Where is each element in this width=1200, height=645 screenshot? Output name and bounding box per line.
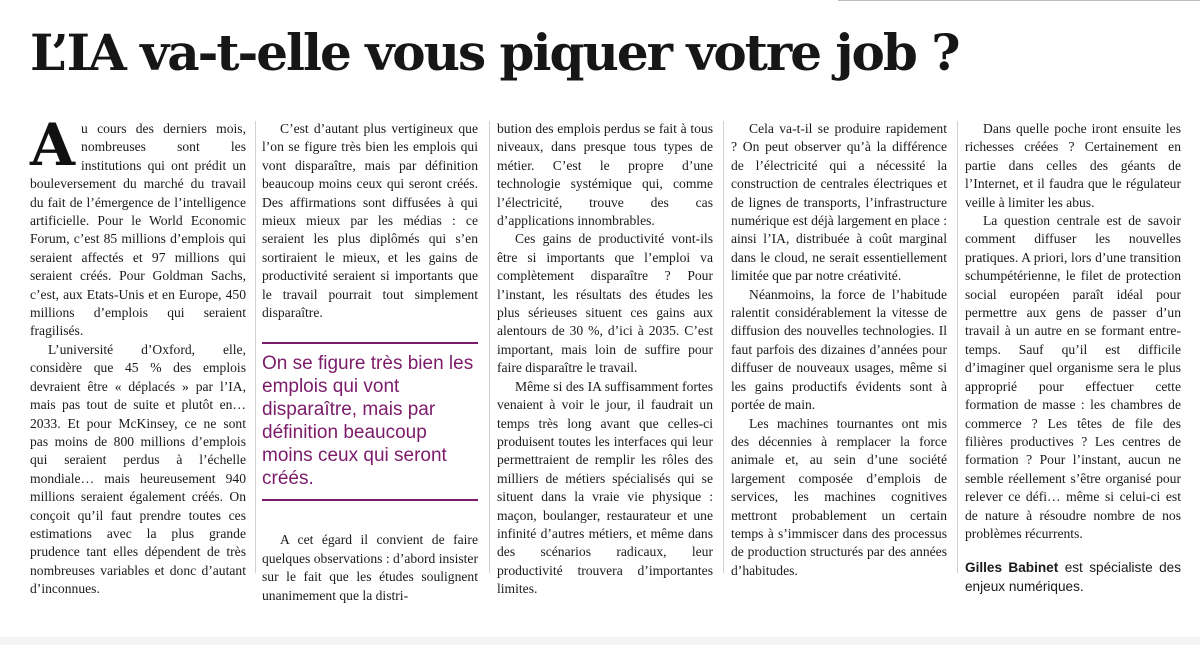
article-column-5 — [965, 120, 1181, 596]
column-divider — [723, 121, 724, 573]
paragraph: Cela va-t-il se produire rapidement ? On peut observer qu’à la différence de l’électricité qui a nécessité la construction de centrales électriques et de lignes de transports, l’infrastructure numérique est déjà largement en place : ainsi l’IA, distribuée à coût marginal dans le cloud, ne serait essentiellement limitée que par notre créativité. — [731, 121, 947, 284]
paragraph: A cet égard il convient de faire quelques observations : d’abord insister sur le fait que les études soulignent unanimement que la distri- — [262, 532, 478, 603]
paragraph: La question centrale est de savoir comment diffuser les nouvelles pratiques. A priori, lors d’une transition schumpétérienne, le filet de protection social européen paraît idéal pour permettre aux gens de passer d’un travail à un autre en se formant entre-temps. Sauf qu’il est difficile d’imaginer quel organisme sera le plus approprié pour effectuer cette formation de masse : les chambres de commerce ? Les têtes de file des filières productives ? Les centres de formation ? Pour l’instant, aucun ne semble réellement s’être organisé pour relever ce défi… même si celui-ci est de nature à résoudre nombre de nos problèmes récurrents. — [965, 213, 1181, 541]
paragraph: Au cours des derniers mois, nombreuses sont les institutions qui ont prédit un bouleversement du marché du travail du fait de l’émergence de l’intelligence artificielle. Pour le World Economic Forum, c’est 85 millions d’emplois qui seraient affectés et 97 millions qui seraient créés. Pour Goldman Sachs, c’est, aux Etats-Unis et en Europe, 450 millions d’emplois qui seraient fragilisés. — [30, 111, 246, 339]
author-bio: est spécialiste des enjeux numériques. — [965, 560, 1182, 594]
bottom-margin — [0, 637, 1200, 645]
article-column-3 — [497, 120, 713, 599]
paragraph: C’est d’autant plus vertigineux que l’on se figure très bien les emplois qui vont disparaître, mais par définition beaucoup moins ceux qui seront créés. Des affirmations sont diffusées à qui mieux mieux par les médias : ce seraient les plus diplômés qui s’en sortiraient le mieux, et les gains de productivité seraient si importants que le travail pourrait tout simplement disparaître. — [262, 121, 478, 321]
paragraph: L’université d’Oxford, elle, considère que 45 % des emplois devraient être « déplacés » par l’IA, mais pas tout de suite et plutôt en… 2033. Et pour McKinsey, ce ne sont pas moins de 800 millions d’emplois qui seraient perdus à l’échelle mondiale… mais heureusement 940 millions seraient également créés. On conçoit qu’il faut prendre toutes ces estimations avec la plus grande prudence tant elles dépendent de très nombreuses variables et donc d’autant d’inconnues. — [30, 341, 246, 597]
pull-quote: On se figure très bien les emplois qui vont disparaître, mais par définition beaucoup moins ceux qui seront créés. — [262, 342, 478, 501]
top-rule — [838, 0, 1200, 1]
paragraph: Ces gains de productivité vont-ils être si importants que l’emploi va complètement disparaître ? Pour l’instant, les résultats des études les plus sérieuses situent ces gains aux alentours de 30 %, d’ici à 2035. C’est important, mais loin de suffire pour faire disparaître le travail. — [497, 231, 713, 376]
paragraph: Même si des IA suffisamment fortes venaient à voir le jour, il faudrait un temps très long avant que celles-ci produisent toutes les interfaces qui leur permettraient de remplir les rôles des milliers de métiers spécialisés qui se situent dans la vraie vie physique : maçon, boulanger, restaurateur et une infinité d’autres métiers, et même dans des scénarios radicaux, leur productivité trouvera d’importantes limites. — [497, 378, 713, 597]
column-divider — [255, 121, 256, 573]
author-signature — [965, 559, 1181, 596]
paragraph: Néanmoins, la force de l’habitude ralentit considérablement la vitesse de diffusion des nouvelles technologies. Il faut parfois des dizaines d’années pour diffuser de nouveaux usages, même si les gains productifs évidents sont à portée de main. — [731, 286, 947, 413]
column-divider — [489, 121, 490, 573]
dropcap: A — [30, 111, 76, 179]
article-column-4 — [731, 120, 947, 580]
headline: L’IA va-t-elle vous piquer votre job ? — [30, 23, 959, 82]
paragraph: bution des emplois perdus se fait à tous niveaux, dans presque tous types de métier. C’est le propre d’une technologie systémique qui, comme l’électricité, trouve des cas d’applications innombrables. — [497, 121, 713, 229]
paragraph: Dans quelle poche iront ensuite les richesses créées ? Certainement en partie dans celles des géants de l’Internet, et il faudra que le régulateur veille à limiter les abus. — [965, 121, 1181, 210]
article-column-1 — [30, 111, 246, 599]
author-name: Gilles Babinet — [965, 560, 1059, 576]
paragraph: Les machines tournantes ont mis des décennies à remplacer la force animale et, au sein d’une société largement composée d’emplois de services, les machines cognitives mettront probablement un certain temps à s’immiscer dans des processus de production structurés par des années d’habitudes. — [731, 415, 947, 578]
article-column-2 — [262, 120, 478, 605]
column-divider — [957, 121, 958, 573]
